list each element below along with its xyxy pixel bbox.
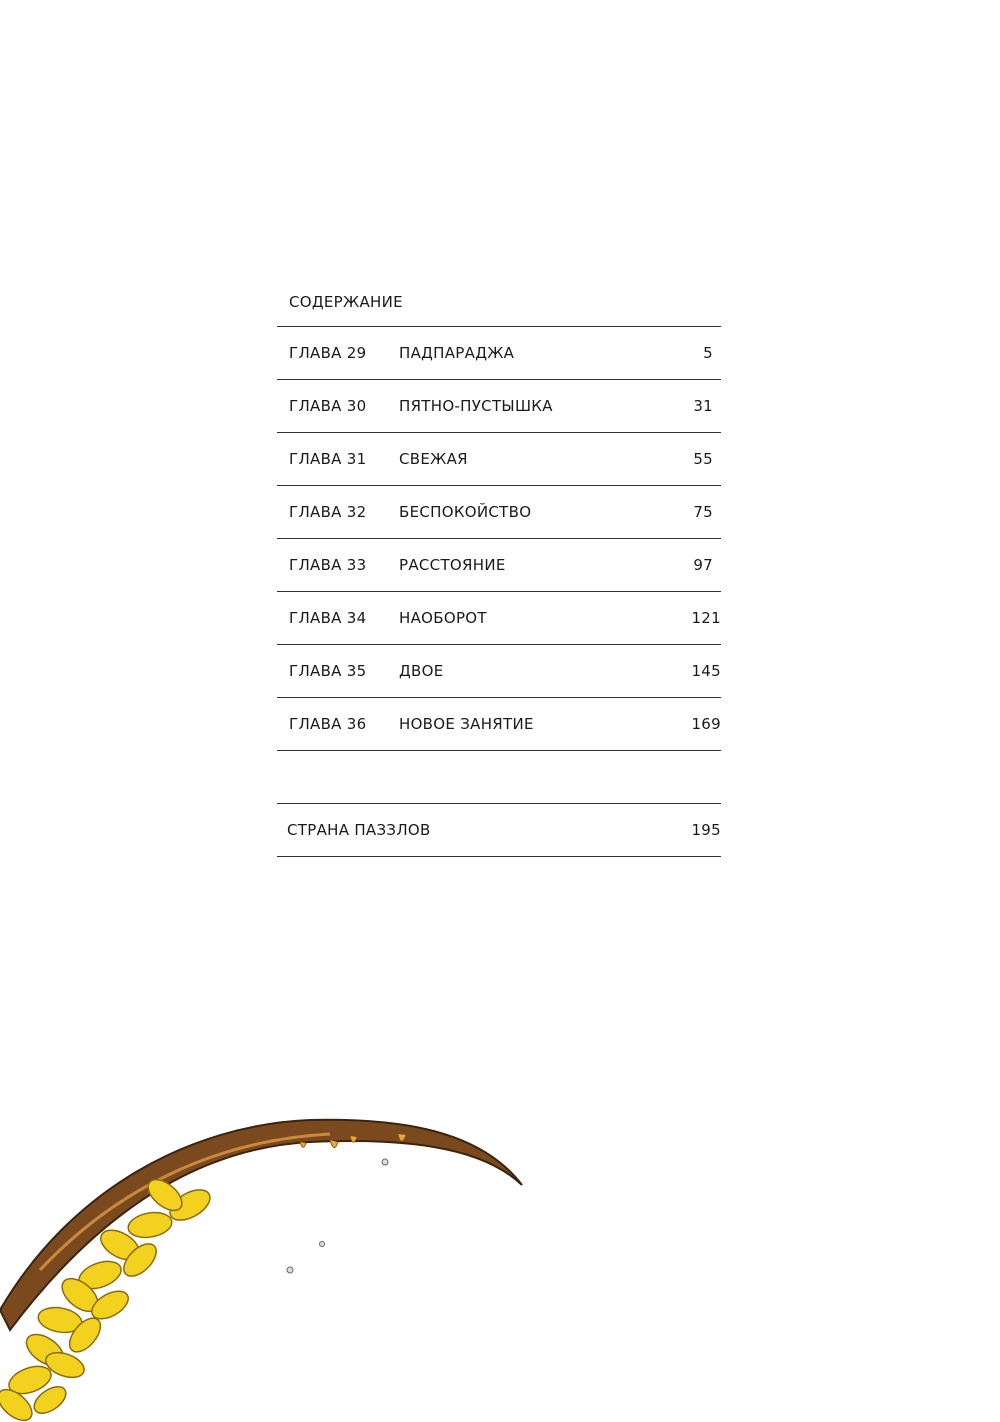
chapter-number: ГЛАВА 34 [289, 609, 367, 627]
chapter-number: ГЛАВА 32 [289, 503, 367, 521]
page-number: 5 [703, 344, 713, 362]
toc-extra-section [277, 803, 721, 857]
toc-row-chapter-36[interactable] [277, 698, 721, 751]
chapter-number: ГЛАВА 35 [289, 662, 367, 680]
toc-spacer [277, 751, 721, 803]
petal [126, 1209, 173, 1240]
toc-row-chapter-30[interactable] [277, 380, 721, 433]
page-number: 55 [693, 450, 713, 468]
chapter-title: ДВОЕ [399, 662, 444, 680]
page-number: 169 [691, 715, 721, 733]
chapter-number: ГЛАВА 29 [289, 344, 367, 362]
droplet [320, 1242, 325, 1247]
toc-row-chapter-33[interactable] [277, 539, 721, 592]
chapter-title: НАОБОРОТ [399, 609, 487, 627]
page-number: 195 [691, 821, 721, 839]
chapter-title: РАССТОЯНИЕ [399, 556, 506, 574]
page-number: 75 [693, 503, 713, 521]
chapter-number: ГЛАВА 30 [289, 397, 367, 415]
toc-row-chapter-35[interactable] [277, 645, 721, 698]
chapter-title: ПАДПАРАДЖА [399, 344, 515, 362]
page-number: 121 [691, 609, 721, 627]
chapter-number: ГЛАВА 36 [289, 715, 367, 733]
page-number: 97 [693, 556, 713, 574]
extra-title: СТРАНА ПАЗЗЛОВ [287, 821, 431, 839]
toc-title: СОДЕРЖАНИЕ [277, 288, 721, 327]
droplet [287, 1267, 293, 1273]
flower-branch-illustration [0, 1100, 540, 1422]
page-number: 145 [691, 662, 721, 680]
toc-row-chapter-31[interactable] [277, 433, 721, 486]
chapter-title: БЕСПОКОЙСТВО [399, 503, 532, 521]
toc-row-chapter-32[interactable] [277, 486, 721, 539]
chapter-title: ПЯТНО-ПУСТЫШКА [399, 397, 553, 415]
toc-row-extra[interactable] [277, 804, 721, 857]
toc-row-chapter-34[interactable] [277, 592, 721, 645]
chapter-number: ГЛАВА 31 [289, 450, 367, 468]
page-number: 31 [693, 397, 713, 415]
table-of-contents [277, 288, 721, 857]
chapter-number: ГЛАВА 33 [289, 556, 367, 574]
droplet [382, 1159, 388, 1165]
toc-row-chapter-29[interactable] [277, 327, 721, 380]
chapter-title: СВЕЖАЯ [399, 450, 468, 468]
chapter-title: НОВОЕ ЗАНЯТИЕ [399, 715, 534, 733]
